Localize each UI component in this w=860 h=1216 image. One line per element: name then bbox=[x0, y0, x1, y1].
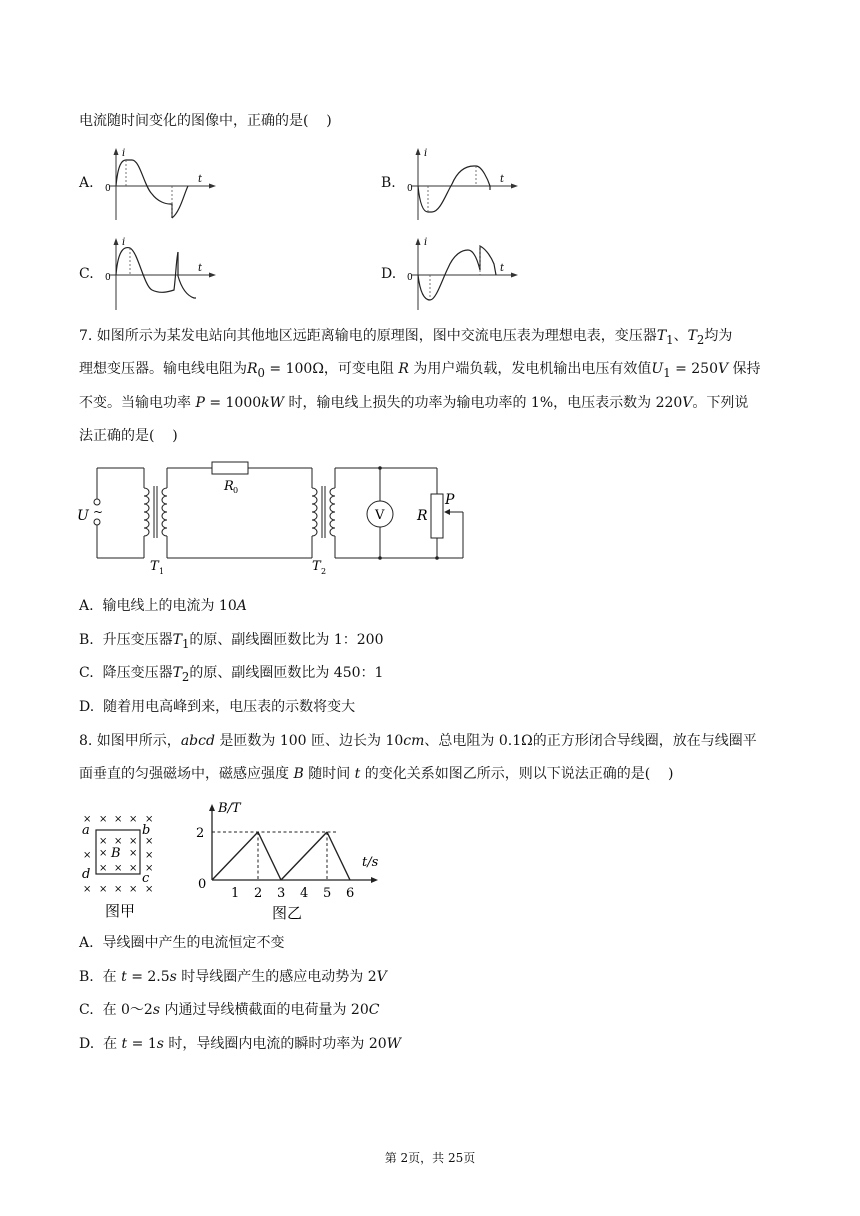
field-cross: × bbox=[129, 848, 138, 859]
field-cross: × bbox=[145, 863, 154, 874]
q6-option-a-letter[interactable]: A. bbox=[79, 175, 94, 191]
r0-resistor bbox=[212, 462, 248, 474]
q6b-axis-t: t bbox=[500, 174, 505, 185]
q8-stem-line1: 8. 如图甲所示，abcd 是匝数为 100 匝、边长为 10cm、总电阻为 0.1Ω的正方形闭合导线圈，放在与线圈平 bbox=[79, 733, 757, 749]
q8-fig-jia bbox=[78, 812, 168, 924]
q6-option-d-letter[interactable]: D. bbox=[381, 266, 397, 282]
x-tick-label: 4 bbox=[300, 886, 309, 901]
q7-stem-line1: 7. 如图所示为某发电站向其他地区远距离输电的原理图，图中交流电压表为理想电表，变压器$T_1$、$T_2$均为 bbox=[79, 328, 733, 347]
variable-resistor bbox=[431, 494, 443, 538]
field-cross: × bbox=[114, 814, 123, 825]
q6b-axis-i: i bbox=[424, 148, 428, 159]
field-cross: × bbox=[114, 836, 123, 847]
q6c-axis-t: t bbox=[198, 263, 203, 274]
q6-stem-tail: 电流随时间变化的图像中，正确的是( ) bbox=[79, 113, 332, 129]
y-axis-arrow-icon bbox=[209, 804, 215, 811]
q6-option-c-letter[interactable]: C. bbox=[79, 266, 94, 282]
r0-label: R bbox=[224, 479, 234, 494]
chart-origin: 0 bbox=[198, 877, 207, 892]
q6d-axis-t: t bbox=[500, 263, 505, 274]
voltmeter-label: V bbox=[375, 508, 385, 523]
x-axis-arrow-icon bbox=[371, 877, 378, 883]
field-cross: × bbox=[99, 836, 108, 847]
chart-series-segment bbox=[327, 832, 350, 880]
q7-option-c[interactable]: C. 降压变压器$T_2$的原、副线圈匝数比为 450：1 bbox=[79, 665, 384, 684]
x-tick-label: 1 bbox=[231, 886, 240, 901]
field-cross: × bbox=[83, 850, 92, 861]
x-tick-label: 3 bbox=[277, 886, 286, 901]
x-tick-label: 2 bbox=[254, 886, 263, 901]
field-cross: × bbox=[145, 850, 154, 861]
field-cross: × bbox=[129, 836, 138, 847]
source-label: U bbox=[77, 508, 89, 524]
q6-graph-c bbox=[100, 234, 220, 312]
q6d-origin: 0 bbox=[407, 273, 413, 283]
q6-graph-d bbox=[402, 234, 522, 312]
field-cross: × bbox=[99, 884, 108, 895]
q6d-axis-i: i bbox=[424, 237, 428, 248]
q8-option-c[interactable]: C. 在 0～2s 内通过导线横截面的电荷量为 20C bbox=[79, 1002, 380, 1018]
chart-series-segment bbox=[281, 832, 327, 880]
corner-d: d bbox=[82, 867, 91, 882]
source-ac-symbol: ~ bbox=[93, 505, 104, 519]
q6-graph-a bbox=[100, 146, 220, 224]
field-cross: × bbox=[145, 814, 154, 825]
q7-circuit-diagram bbox=[76, 458, 468, 580]
q6-option-b-letter[interactable]: B. bbox=[381, 175, 396, 191]
chart-series-segment bbox=[212, 832, 258, 880]
q6-graph-b bbox=[402, 146, 522, 224]
field-cross: × bbox=[129, 814, 138, 825]
field-cross: × bbox=[83, 884, 92, 895]
field-cross: × bbox=[145, 836, 154, 847]
t1-sub: 1 bbox=[159, 567, 165, 576]
t2-label: T bbox=[312, 559, 321, 574]
field-b-label: B bbox=[111, 846, 121, 861]
x-tick-label: 5 bbox=[323, 886, 332, 901]
field-cross: × bbox=[99, 814, 108, 825]
q8-fig-yi-chart bbox=[190, 800, 390, 924]
q6a-axis-t: t bbox=[198, 174, 203, 185]
q8-option-a[interactable]: A. 导线圈中产生的电流恒定不变 bbox=[79, 935, 285, 951]
corner-a: a bbox=[82, 823, 90, 838]
fig-jia-caption: 图甲 bbox=[105, 902, 136, 920]
q6c-axis-i: i bbox=[122, 237, 126, 248]
slider-arrow-icon bbox=[444, 509, 450, 515]
r-label: R bbox=[417, 508, 428, 524]
page-footer: 第 2页，共 25页 bbox=[384, 1151, 476, 1165]
corner-b: b bbox=[142, 823, 151, 838]
q7-stem-line4: 法正确的是( ) bbox=[79, 428, 178, 444]
field-cross: × bbox=[114, 884, 123, 895]
field-cross: × bbox=[145, 884, 154, 895]
t2-sub: 2 bbox=[321, 567, 327, 576]
q6a-axis-i: i bbox=[122, 148, 126, 159]
q6b-origin: 0 bbox=[407, 184, 413, 194]
x-tick-label: 6 bbox=[346, 886, 355, 901]
chart-ylabel: B/T bbox=[218, 801, 241, 816]
q6a-origin: 0 bbox=[105, 184, 111, 194]
q8-option-b[interactable]: B. 在 t = 2.5s 时导线圈产生的感应电动势为 2V bbox=[79, 969, 387, 985]
p-label: P bbox=[445, 492, 455, 508]
field-cross: × bbox=[99, 848, 108, 859]
field-cross: × bbox=[129, 884, 138, 895]
q8-stem-line2: 面垂直的匀强磁场中，磁感应强度 B 随时间 t 的变化关系如图乙所示，则以下说法正确的是( ) bbox=[79, 766, 674, 782]
field-cross: × bbox=[99, 863, 108, 874]
field-cross: × bbox=[83, 814, 92, 825]
fig-yi-caption: 图乙 bbox=[272, 904, 303, 922]
corner-c: c bbox=[142, 871, 150, 886]
r0-sub: 0 bbox=[233, 486, 239, 495]
t1-label: T bbox=[150, 559, 159, 574]
chart-series-segment bbox=[258, 832, 281, 880]
y-tick-label: 2 bbox=[196, 826, 205, 841]
q7-stem-line3: 不变。当输电功率 P = 1000kW 时，输电线上损失的功率为输电功率的 1%，电压表示数为 220V。下列说 bbox=[79, 395, 749, 411]
q6c-origin: 0 bbox=[105, 273, 111, 283]
q7-option-b[interactable]: B. 升压变压器$T_1$的原、副线圈匝数比为 1：200 bbox=[79, 632, 384, 651]
q7-option-d[interactable]: D. 随着用电高峰到来，电压表的示数将变大 bbox=[79, 699, 356, 715]
chart-xlabel: t/s bbox=[362, 855, 379, 870]
field-cross: × bbox=[114, 863, 123, 874]
field-cross: × bbox=[129, 863, 138, 874]
source-terminal-bottom bbox=[94, 519, 100, 525]
q7-stem-line2: 理想变压器。输电线电阻为$R_0 = 100\Omega$，可变电阻 R 为用户端负载，发电机输出电压有效值$U_1 = 250V$ 保持 bbox=[79, 361, 761, 380]
q8-option-d[interactable]: D. 在 t = 1s 时，导线圈内电流的瞬时功率为 20W bbox=[79, 1036, 402, 1052]
q7-option-a[interactable]: A. 输电线上的电流为 10A bbox=[79, 598, 247, 614]
